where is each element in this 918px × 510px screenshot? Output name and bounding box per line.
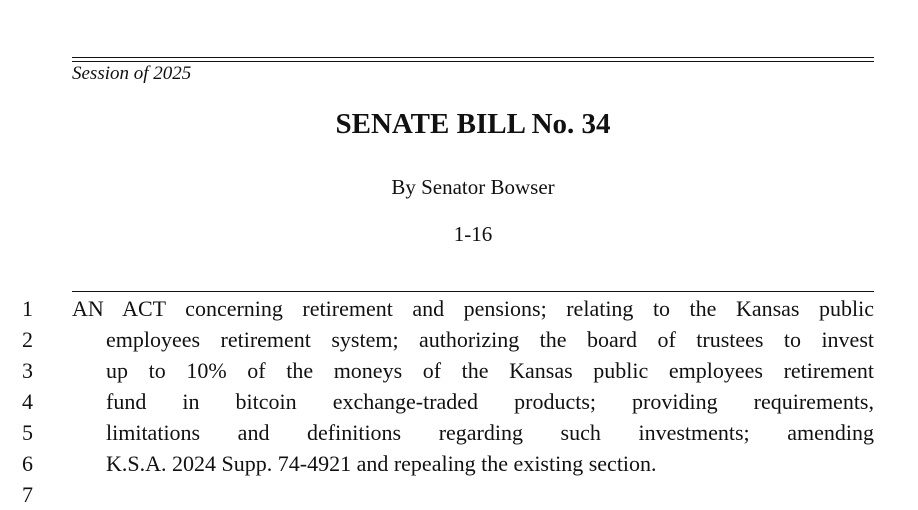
- act-text-line: employees retirement system; authorizing the board of trustees to invest: [106, 327, 874, 352]
- line-number: 3: [22, 358, 33, 383]
- top-double-rule: [72, 57, 874, 62]
- act-text-line: AN ACT concerning retirement and pensions; relating to the Kansas public: [72, 296, 874, 321]
- session-label: Session of 2025: [72, 63, 192, 84]
- act-text-line: K.S.A. 2024 Supp. 74-4921 and repealing the existing section.: [106, 451, 657, 476]
- line-number: 5: [22, 420, 33, 445]
- section-divider-rule: [72, 291, 874, 292]
- act-text-line: up to 10% of the moneys of the Kansas public employees retirement: [106, 358, 874, 383]
- bill-sponsor: By Senator Bowser: [391, 175, 555, 199]
- line-number: 7: [22, 482, 33, 507]
- bill-date: 1-16: [453, 222, 493, 246]
- bill-title: SENATE BILL No. 34: [335, 108, 611, 140]
- line-number: 2: [22, 327, 33, 352]
- act-text-line: fund in bitcoin exchange-traded products; providing requirements,: [106, 389, 874, 414]
- line-number: 1: [22, 296, 33, 321]
- act-title-paragraph: [0, 293, 874, 479]
- act-text-line: limitations and definitions regarding such investments; amending: [106, 420, 874, 445]
- line-number: 4: [22, 389, 33, 414]
- line-number: 6: [22, 451, 33, 476]
